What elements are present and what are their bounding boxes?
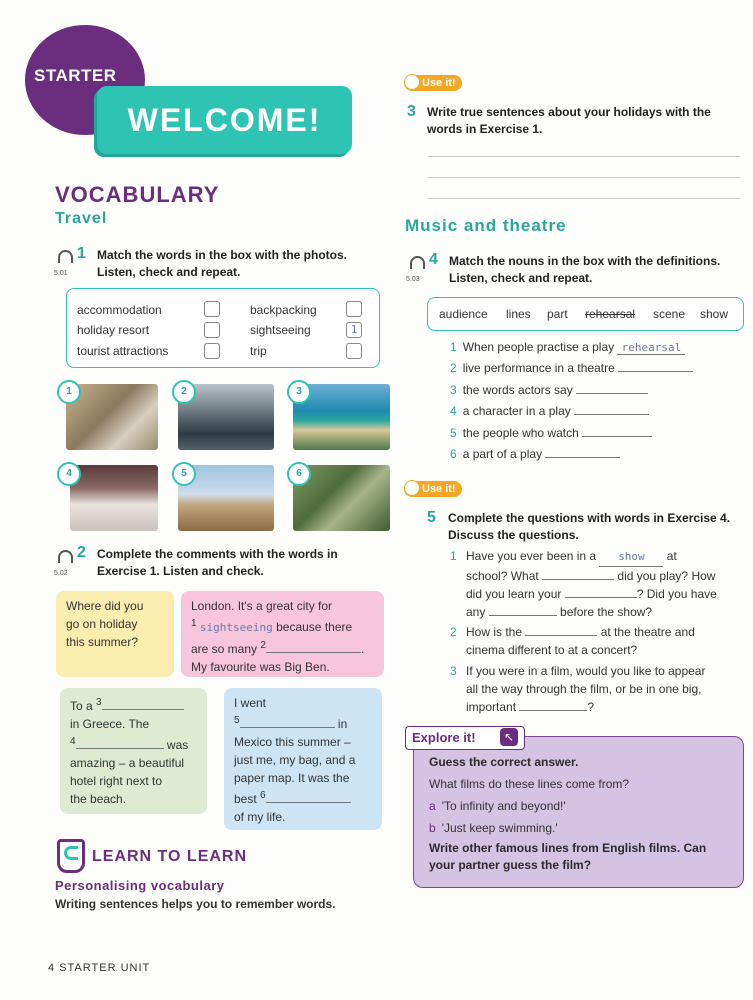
handwritten-answer: show (599, 548, 663, 567)
unit-label: STARTER UNIT (59, 962, 151, 974)
definition-row: 2 live performance in a theatre (450, 361, 693, 375)
speech-bubble-question: Where did you go on holiday this summer? (56, 591, 174, 677)
word-item: backpacking (250, 303, 317, 317)
photo-number: 2 (172, 380, 196, 404)
handwritten-answer: sightseeing (199, 621, 273, 634)
vocabulary-heading: VOCABULARY (55, 182, 220, 207)
writing-line[interactable] (428, 177, 740, 178)
writing-line[interactable] (428, 156, 740, 157)
definition-row: 3 the words actors say (450, 383, 648, 397)
exercise-3-instruction: Write true sentences about your holidays with the words in Exercise 1. (427, 105, 711, 136)
explore-line: What films do these lines come from? (429, 777, 630, 791)
answer-blank (576, 393, 648, 394)
answer-blank (102, 709, 184, 710)
answer-checkbox[interactable]: 1 (346, 322, 362, 338)
lightbulb-icon (404, 480, 420, 496)
answer-checkbox[interactable] (204, 301, 220, 317)
answer-checkbox[interactable] (204, 343, 220, 359)
answer-checkbox[interactable] (346, 343, 362, 359)
photo-hotel-room (70, 465, 158, 531)
photo-number: 5 (172, 462, 196, 486)
page-number: 4 (48, 962, 56, 974)
answer-blank (565, 597, 637, 598)
noun-item: part (547, 307, 568, 321)
explore-line: Write other famous lines from English films. Can (429, 841, 707, 855)
explore-line: Guess the correct answer. (429, 755, 579, 769)
answer-blank (542, 579, 614, 580)
noun-item: lines (506, 307, 531, 321)
writing-line[interactable] (428, 198, 740, 199)
exercise-5-instruction: Complete the questions with words in Exercise 4. Discuss the questions. (448, 511, 731, 542)
starter-label: STARTER (34, 66, 117, 85)
noun-item: audience (439, 307, 488, 321)
word-item: accommodation (77, 303, 162, 317)
audio-icon[interactable] (406, 254, 425, 283)
explore-it-box (413, 736, 744, 888)
cursor-icon: ↖ (500, 728, 518, 746)
music-theatre-heading: Music and theatre (405, 216, 567, 235)
learn-to-learn-title: LEARN TO LEARN (92, 848, 248, 865)
photo-number: 4 (57, 462, 81, 486)
exercise-number: 3 (407, 103, 416, 120)
photo-number: 6 (287, 462, 311, 486)
definition-row: 1 When people practise a play rehearsal (450, 340, 685, 355)
answer-blank (618, 371, 693, 372)
exercise-4-instruction: Match the nouns in the box with the definitions. Listen, check and repeat. (449, 254, 721, 285)
answer-blank (266, 652, 361, 653)
answer-blank (574, 414, 649, 415)
answer-blank (525, 635, 597, 636)
explore-option-b: b 'Just keep swimming.' (429, 821, 558, 835)
exercise-number: 4 (429, 251, 438, 268)
noun-box (427, 297, 744, 331)
audio-icon[interactable] (54, 548, 73, 577)
exercise-number: 2 (77, 544, 86, 561)
welcome-banner: WELCOME! (97, 86, 352, 154)
learn-to-learn-text: Writing sentences helps you to remember words. (55, 897, 336, 911)
track-number: 5.02 (54, 570, 68, 577)
answer-blank (545, 457, 620, 458)
answer-blank (489, 615, 557, 616)
track-number: 5.03 (406, 276, 420, 283)
speech-bubble-answer: London. It's a great city for $^1$ sightseeing because there are so many $^2$ . My favourite was Big Ben. (181, 591, 384, 677)
answer-blank (582, 436, 652, 437)
word-item: tourist attractions (77, 344, 169, 358)
exercise-1-instruction: Match the words in the box with the photos. Listen, check and repeat. (97, 248, 347, 279)
explore-line: your partner guess the film? (429, 858, 592, 872)
answer-blank (76, 748, 164, 749)
audio-icon[interactable] (54, 248, 73, 277)
explore-it-tab: Explore it! ↖ (405, 726, 525, 750)
definition-row: 4 a character in a play (450, 404, 649, 418)
definition-row: 5 the people who watch (450, 426, 652, 440)
use-it-badge: Use it! (404, 481, 462, 497)
use-it-badge: Use it! (404, 75, 462, 91)
definition-row: 6 a part of a play (450, 447, 620, 461)
travel-subheading: Travel (55, 210, 108, 227)
page-footer (48, 962, 150, 974)
noun-item: scene (653, 307, 686, 321)
answer-checkbox[interactable] (346, 301, 362, 317)
handwritten-answer: rehearsal (617, 341, 685, 355)
learn-to-learn-icon-mark (64, 846, 78, 860)
learn-to-learn-subtitle: Personalising vocabulary (55, 878, 225, 893)
question-2: 2 How is the at the theatre and cinema different to at a concert? (450, 625, 695, 657)
answer-blank (519, 710, 587, 711)
exercise-number: 1 (77, 245, 86, 262)
explore-option-a: a 'To infinity and beyond!' (429, 799, 566, 813)
word-item: trip (250, 344, 267, 358)
answer-blank (240, 727, 335, 728)
word-item: holiday resort (77, 323, 150, 337)
word-item: sightseeing (250, 323, 311, 337)
speech-bubble-mexico: I went $^5$ in Mexico this summer – just me, my bag, and a paper map. It was the best $^6$ of my life. (224, 688, 382, 830)
exercise-2-instruction: Complete the comments with the words in Exercise 1. Listen and check. (97, 547, 338, 578)
question-3: 3 If you were in a film, would you like to appear all the way through the film, or be in one big, important ? (450, 664, 706, 714)
photo-number: 3 (287, 380, 311, 404)
answer-checkbox[interactable] (204, 322, 220, 338)
word-box (66, 288, 380, 368)
exercise-number: 5 (427, 509, 436, 526)
lightbulb-icon (404, 74, 420, 90)
speech-bubble-greece: To a $^3$ in Greece. The $^4$ was amazing – a beautiful hotel right next to the beach. (60, 688, 207, 814)
question-1: 1 Have you ever been in a show at school? What did you play? How did you learn your ? Did you have any before the show? (450, 549, 717, 619)
noun-item-crossed: rehearsal (585, 307, 636, 321)
answer-blank (266, 802, 351, 803)
noun-item: show (700, 307, 729, 321)
photo-number: 1 (57, 380, 81, 404)
track-number: 5.01 (54, 270, 68, 277)
